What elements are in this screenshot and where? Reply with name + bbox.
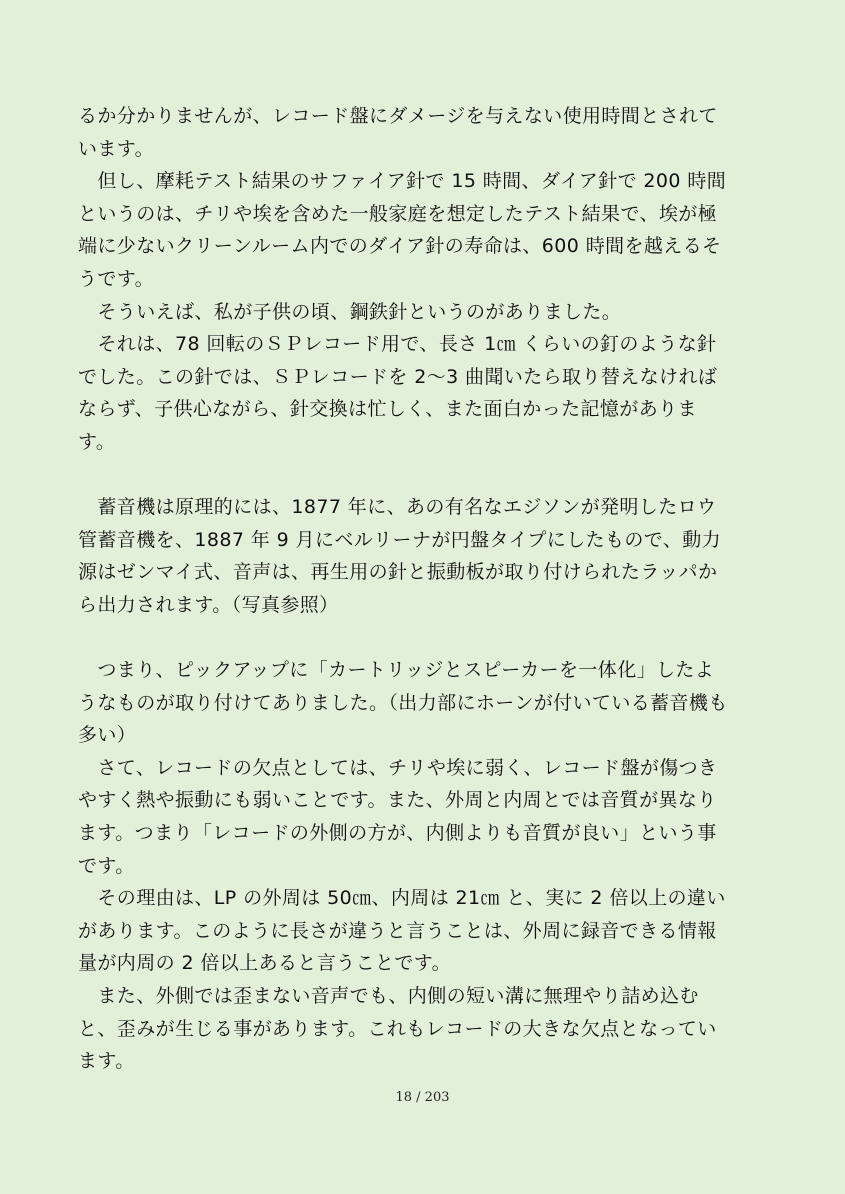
- paragraph-4: それは、78 回転のＳＰレコード用で、長さ 1㎝ くらいの釘のような針でした。この針では、ＳＰレコードを 2～3 曲聞いたら取り替えなければならず、子供心ながら、針交換は忙しく、また面白かった記憶があります。: [78, 333, 718, 453]
- paragraph-7: さて、レコードの欠点としては、チリや埃に弱く、レコード盤が傷つきやすく熱や振動にも弱いことです。また、外周と内周とでは音質が異なります。つまり「レコードの外側の方が、内側よりも音質が良い」という事です。: [78, 756, 718, 877]
- paragraph-3: そういえば、私が子供の頃、鋼鉄針というのがありました。: [78, 300, 622, 323]
- body-text: [78, 100, 728, 1078]
- paragraph-5: 蓄音機は原理的には、1877 年に、あの有名なエジソンが発明したロウ管蓄音機を、1887 年 9 月にベルリーナが円盤タイプにしたもので、動力源はゼンマイ式、音声は、再生用の針と振動板が取り付けられたラッパから出力されます。（写真参照）: [78, 496, 722, 616]
- page-number: 18 / 203: [395, 1090, 450, 1105]
- paragraph-6: つまり、ピックアップに「カートリッジとスピーカーを一体化」したようなものが取り付けてありました。（出力部にホーンが付いている蓄音機も多い）: [78, 659, 728, 747]
- paragraph-spacer: [78, 622, 728, 655]
- paragraph-8: その理由は、LP の外周は 50㎝、内周は 21㎝ と、実に 2 倍以上の違いがあります。このように長さが違うと言うことは、外周に録音できる情報量が内周の 2 倍以上あると言うことです。: [78, 887, 726, 975]
- paragraph-9: また、外側では歪まない音声でも、内側の短い溝に無理やり詰め込むと、歪みが生じる事があります。これもレコードの大きな欠点となっています。: [78, 985, 717, 1073]
- paragraph-spacer: [78, 459, 728, 492]
- paragraph-2: 但し、摩耗テスト結果のサファイア針で 15 時間、ダイア針で 200 時間というのは、チリや埃を含めた一般家庭を想定したテスト結果で、埃が極端に少ないクリーンルーム内でのダイア針の寿命は、600 時間を越えるそうです。: [78, 170, 727, 290]
- paragraph-1: るか分かりませんが、レコード盤にダメージを与えない使用時間とされています。: [78, 105, 718, 160]
